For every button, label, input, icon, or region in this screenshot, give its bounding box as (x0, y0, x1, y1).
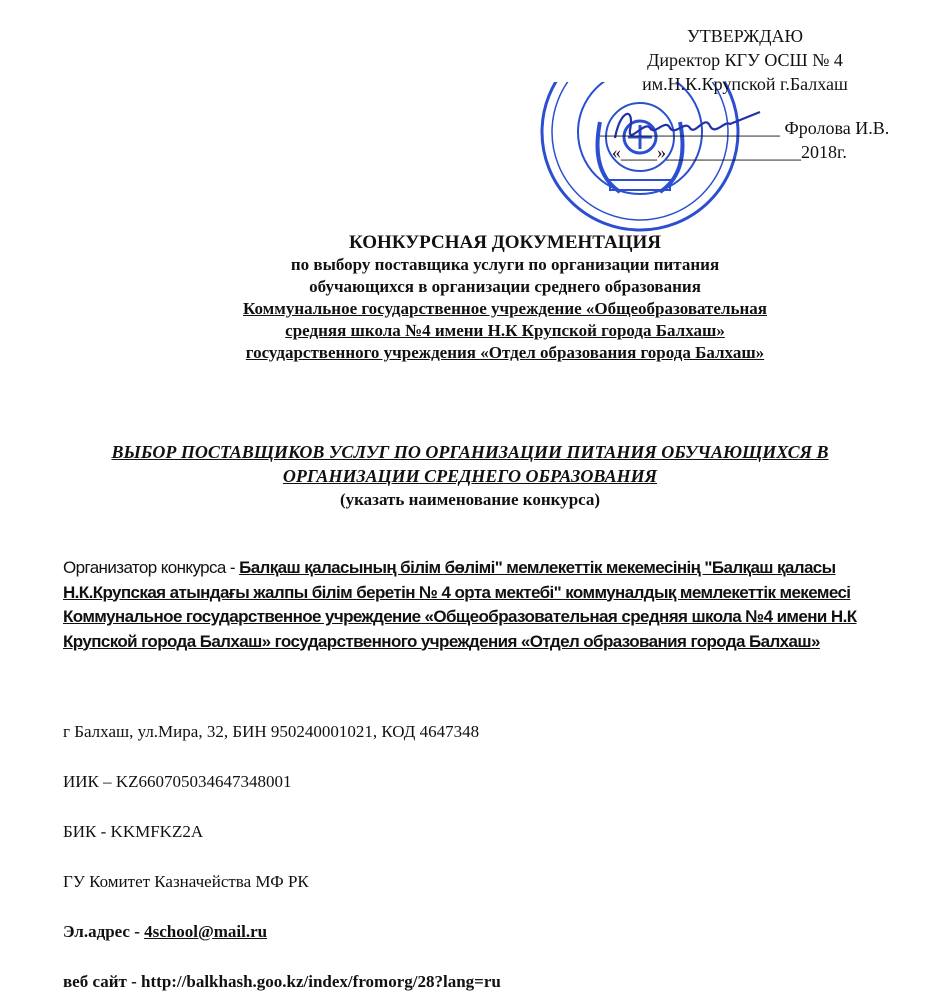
organizer-value: Балқаш қаласының білім бөлімі" мемлекеттік мекемесінің "Балқаш қаласы Н.К.Крупская атындағы жалпы білім беретін № 4 орта мектебі" коммуналдық мемлекеттік мекемесі (63, 558, 851, 602)
email-label: Эл.адрес - (63, 922, 145, 941)
document-title (60, 232, 935, 364)
approval-line: УТВЕРЖДАЮ (686, 26, 804, 46)
date-line: «____»_______________2018г. (612, 142, 847, 162)
title-line: государственного учреждения «Отдел образования города Балхаш» (245, 343, 765, 362)
treasury: ГУ Комитет Казначейства МФ РК (63, 872, 309, 891)
email-row (63, 922, 267, 942)
email-link[interactable]: 4school@mail.ru (144, 922, 268, 941)
organizer-label: Организатор конкурса - (63, 558, 240, 577)
title-line: по выбору поставщика услуги по организации питания (290, 255, 720, 274)
title-line: Коммунальное государственное учреждение «Общеобразовательная (243, 299, 767, 318)
title-line: средняя школа №4 имени Н.К Крупской города Балхаш» (285, 321, 725, 340)
iik: ИИК – KZ660705034647348001 (63, 772, 292, 791)
approval-block (560, 24, 930, 96)
title-main: КОНКУРСНАЯ ДОКУМЕНТАЦИЯ (348, 232, 662, 253)
approval-line: им.Н.К.Крупской г.Балхаш (642, 74, 848, 94)
contest-heading (40, 440, 900, 512)
organizer-value-ru: Коммунальное государственное учреждение «Общеобразовательная средняя школа №4 имени Н.К Крупской города Балхаш» государственного учреждения «Отдел образования города Балхаш» (63, 607, 857, 651)
heading-subtitle: (указать наименование конкурса) (339, 490, 601, 509)
website[interactable]: веб сайт - http://balkhash.goo.kz/index/fromorg/28?lang=ru (63, 972, 501, 991)
bik: БИК - KKMFKZ2A (63, 822, 204, 841)
signature-line: ____________________ Фролова И.В. (600, 118, 890, 138)
approval-line: Директор КГУ ОСШ № 4 (647, 50, 843, 70)
address: г Балхаш, ул.Мира, 32, БИН 950240001021, КОД 4647348 (63, 722, 480, 741)
title-line: обучающихся в организации среднего образования (309, 277, 701, 296)
heading-line: ВЫБОР ПОСТАВЩИКОВ УСЛУГ ПО ОРГАНИЗАЦИИ ПИТАНИЯ ОБУЧАЮЩИХСЯ В (111, 442, 829, 462)
heading-line: ОРГАНИЗАЦИИ СРЕДНЕГО ОБРАЗОВАНИЯ (282, 466, 658, 486)
organizer-block (63, 556, 903, 654)
